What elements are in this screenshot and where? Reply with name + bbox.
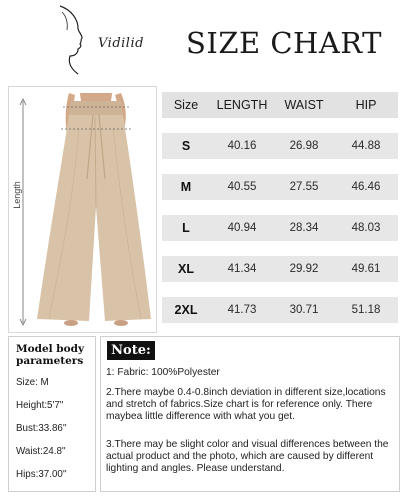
model-parameters-box [8,336,96,492]
hip-cell: 48.03 [351,222,381,234]
page-title: SIZE CHART [186,26,382,60]
table-row [162,174,398,200]
size-table [162,92,398,323]
hip-cell: 44.88 [351,140,381,152]
hip-cell: 49.61 [351,263,381,275]
size-cell: M [180,180,192,194]
note-box [100,336,400,492]
header-size: Size [173,98,199,112]
size-cell: 2XL [174,303,198,317]
waist-cell: 27.55 [289,181,319,193]
product-photo [8,86,157,333]
hip-cell: 46.46 [351,181,381,193]
table-row [162,297,398,323]
waist-cell: 30.71 [289,304,319,316]
header-waist: WAIST [284,98,324,112]
waist-cell: 26.98 [289,140,319,152]
header-hip: HIP [355,98,377,112]
note-deviation: 2.There maybe 0.4-0.8inch deviation in different size,locations and stretch of fabrics.Size chart is for reference only. There maybea little difference with what you get. [106,387,386,422]
brand-name: Vidilid [98,36,144,51]
length-label: Length [12,181,22,209]
model-hips: Hips:37.00'' [16,469,67,480]
model-height: Height:5'7'' [16,400,64,411]
model-size: Size: M [16,377,49,388]
size-cell: L [182,221,190,235]
waist-cell: 28.34 [289,222,319,234]
table-row [162,256,398,282]
table-header [162,92,398,118]
note-color-difference: 3.There may be slight color and visual differences between the actual product and the photo, which are caused by different lighting and angles. Please understand. [106,439,389,474]
length-cell: 40.94 [227,222,257,234]
length-cell: 41.73 [227,304,257,316]
model-wide-leg-pants-illustration [9,87,156,332]
note-label: Note: [107,341,155,360]
model-waist: Waist:24.8'' [16,446,66,457]
model-parameters-title: Model body parameters [16,343,85,367]
hip-cell: 51.18 [351,304,381,316]
length-cell: 40.55 [227,181,257,193]
model-bust: Bust:33.86'' [16,423,67,434]
size-cell: S [181,139,191,153]
table-row [162,215,398,241]
note-fabric: 1: Fabric: 100%Polyester [106,367,220,378]
length-cell: 41.34 [227,263,257,275]
length-cell: 40.16 [227,140,257,152]
table-row [162,133,398,159]
size-cell: XL [178,262,194,276]
header-length: LENGTH [216,98,268,112]
waist-cell: 29.92 [289,263,319,275]
